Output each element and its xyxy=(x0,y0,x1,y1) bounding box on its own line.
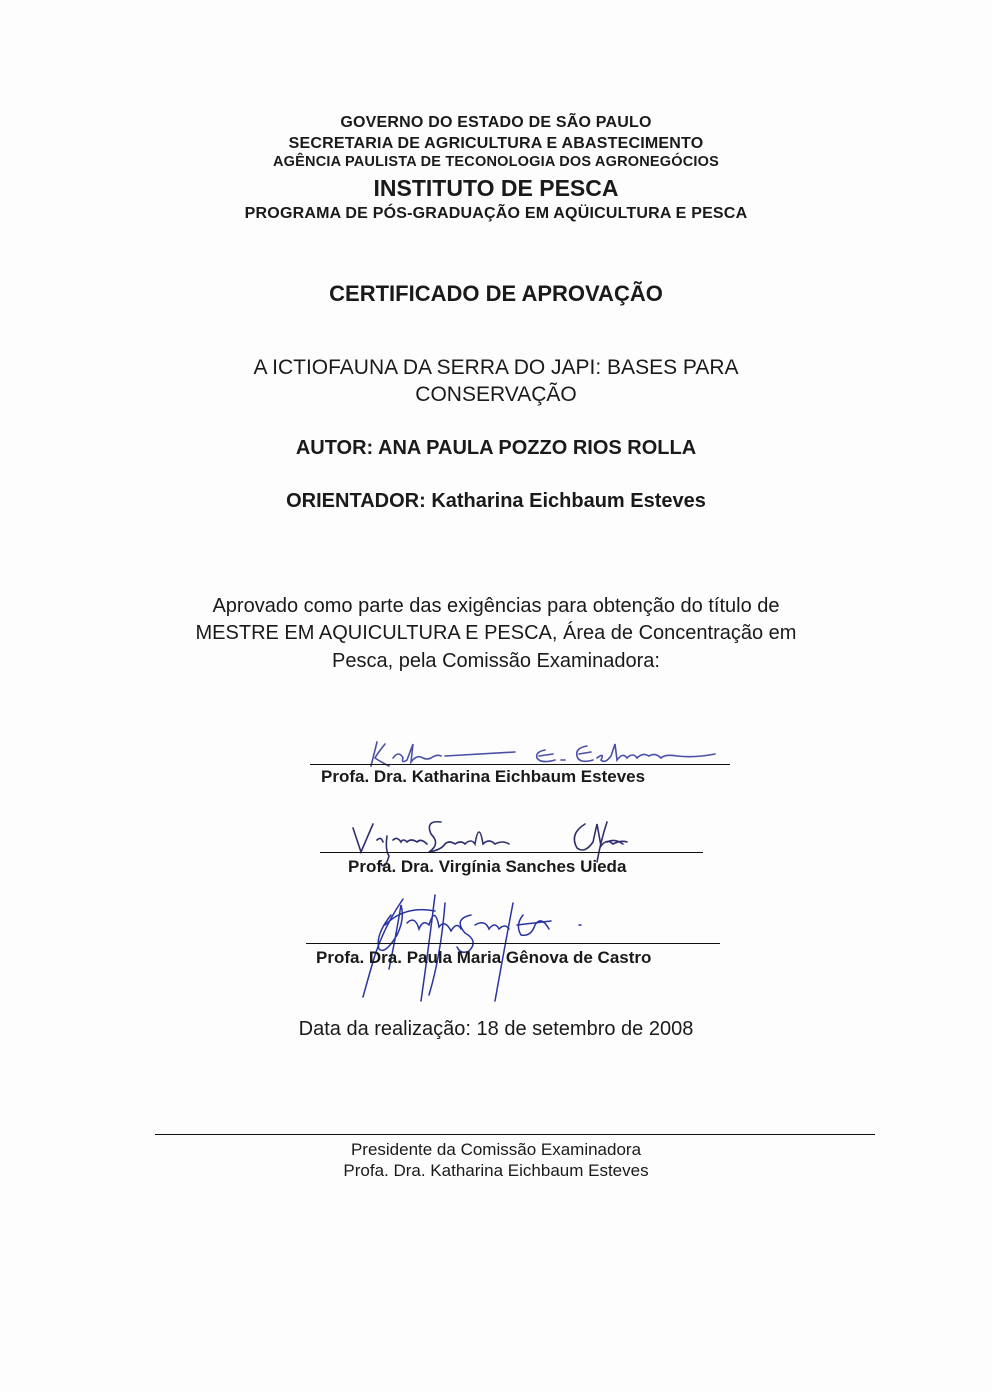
author-line: AUTOR: ANA PAULA POZZO RIOS ROLLA xyxy=(295,437,697,459)
thesis-title-line2: CONSERVAÇÃO xyxy=(415,383,577,406)
president-name: Profa. Dra. Katharina Eichbaum Esteves xyxy=(343,1161,649,1180)
president-role: Presidente da Comissão Examinadora xyxy=(350,1140,642,1159)
advisor-label: ORIENTADOR: xyxy=(286,490,426,512)
header-secretariat: SECRETARIA DE AGRICULTURA E ABASTECIMENTO xyxy=(288,135,704,152)
advisor-name: Katharina Eichbaum Esteves xyxy=(431,490,706,512)
examiner-1-name: Profa. Dra. Katharina Eichbaum Esteves xyxy=(321,767,646,786)
signature-line-examiner-3 xyxy=(306,943,720,944)
approval-line3: Pesca, pela Comissão Examinadora: xyxy=(332,650,660,672)
signature-line-president xyxy=(155,1134,875,1135)
date-line: Data da realização: 18 de setembro de 2008 xyxy=(298,1018,694,1040)
approval-line1: Aprovado como parte das exigências para obtenção do título de xyxy=(212,595,780,617)
header-government: GOVERNO DO ESTADO DE SÃO PAULO xyxy=(340,114,652,131)
examiner-2-name: Profa. Dra. Virgínia Sanches Uieda xyxy=(348,857,627,876)
thesis-title-line1: A ICTIOFAUNA DA SERRA DO JAPI: BASES PARA xyxy=(253,356,739,379)
examiner-3-name: Profa. Dra. Paula Maria Gênova de Castro xyxy=(316,948,652,967)
program-name: PROGRAMA DE PÓS-GRADUAÇÃO EM AQÜICULTURA E PESCA xyxy=(244,205,748,222)
header-agency: AGÊNCIA PAULISTA DE TECONOLOGIA DOS AGRONEGÓCIOS xyxy=(273,154,719,170)
certificate-heading: CERTIFICADO DE APROVAÇÃO xyxy=(329,281,663,306)
institute-name: INSTITUTO DE PESCA xyxy=(373,175,619,201)
advisor-line xyxy=(0,489,992,513)
signature-line-examiner-1 xyxy=(310,764,730,765)
signature-line-examiner-2 xyxy=(320,852,703,853)
approval-line2: MESTRE EM AQUICULTURA E PESCA, Área de Concentração em xyxy=(195,622,797,644)
